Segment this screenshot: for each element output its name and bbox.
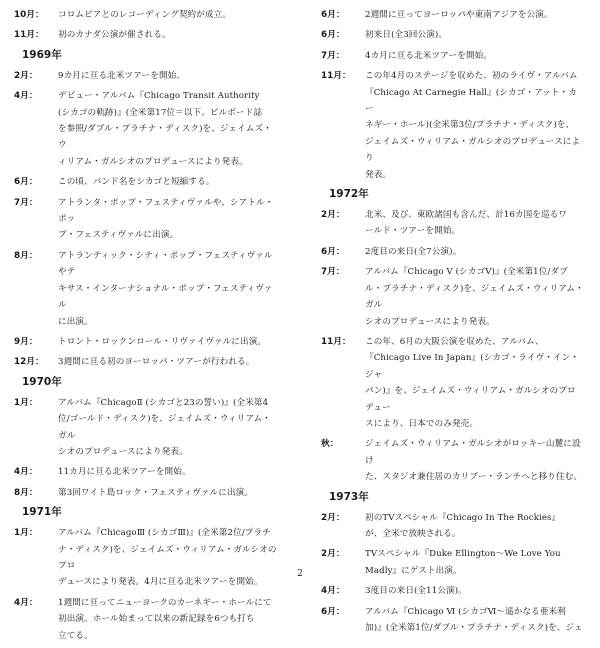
entry-month: 4月： [14,597,38,608]
timeline-entry [14,195,277,244]
timeline-entry [321,244,584,260]
entry-text: トロント・ロックンロール・リヴァイヴァルに出演。 [58,336,267,347]
entry-month: 11月： [14,30,44,41]
timeline-entry [14,595,277,644]
year-heading: 1971年 [22,506,62,519]
right-column [321,7,584,640]
entry-text: ジェイムズ・ウィリアム・ガルシオがロッキー山麓に設け た、スタジオ兼住居のカリブー・ランチへと移り住む。 [365,439,583,483]
entry-month: 6月： [321,606,345,617]
timeline-entry [14,334,277,350]
entry-text: この頃、バンド名をシカゴと短縮する。 [58,177,215,188]
entry-month: 4月： [14,467,38,478]
timeline-entry [14,27,277,43]
entry-text: 初のカナダ公演が催される。 [58,30,171,41]
entry-text: 1週間に亘ってニューヨークのカーネギー・ホールにて 初出演。ホール始まって以来の新記録を6つも打ち 立てる。 [58,597,272,641]
timeline-entry [321,334,584,432]
timeline-entry [321,7,584,23]
entry-text: アルバム『ChicagoⅢ (シカゴⅢ)』(全米第2位/プラチ ナ・ディスク)を、ジェイムズ・ウィリアム・ガルシオのプロ デュースにより発表。4月に亘る北米ツアーを開始。 [58,528,277,588]
entry-text: 3週間に亘る初のヨーロッパ・ツアーが行われる。 [58,357,255,368]
timeline-entry [321,68,584,183]
timeline-entry [14,174,277,190]
timeline-entry [321,48,584,64]
entry-month: 4月： [14,91,38,102]
timeline-entry [14,464,277,480]
entry-month: 6月： [321,10,345,20]
page-number: 2 [297,569,303,579]
timeline-entry [14,68,277,84]
entry-text: 9カ月に亘る北米ツアーを開始。 [58,70,186,81]
entry-month: 6月： [321,246,345,257]
entry-text: アルバム『ChicagoⅡ (シカゴと23の誓い)』(全米第4 位/ゴールド・ディスク)を、ジェイムズ・ウィリアム・ガル シオのプロデュースにより発表。 [58,397,271,457]
timeline-entry [321,264,584,330]
entry-month: 11月： [321,71,351,82]
entry-month: 8月： [14,250,38,261]
entry-text: 11カ月に亘る北米ツアーを開始。 [58,467,191,478]
timeline-entry [14,248,277,330]
entry-text: アトランティック・シティ・ポップ・フェスティヴァルやテ キサス・インターナショナル・ポップ・フェスティヴァル に出演。 [58,250,273,327]
entry-text: アトランタ・ポップ・フェスティヴァルや、シアトル・ポッ プ・フェスティヴァルに出演。 [58,197,274,241]
entry-month: 2月： [321,210,345,221]
entry-month: 10月： [14,10,44,20]
timeline-entry [14,395,277,461]
entry-text: TVスペシャル『Duke Ellington～We Love You Madly』にゲスト出演。 [365,549,561,576]
entry-month: 4月： [321,586,345,597]
entry-text: この年、6月の大阪公演を収めた、アルバム、 『Chicago Live In Japan』(シカゴ・ライヴ・イン・ジャ パン)』を、ジェイムズ・ウィリアム・ガルシオのプロデュー スにより、日本でのみ発売。 [365,336,580,429]
entry-month: 12月： [14,357,44,368]
entry-month: 2月： [321,549,345,560]
entry-month: 6月： [321,30,345,41]
timeline-entry [321,27,584,43]
timeline-entry [321,583,584,599]
timeline-entry [14,485,277,501]
entry-text: 初のTVスペシャル『Chicago In The Rockies』 が、全米で放映される。 [365,512,561,539]
entry-text: アルバム『Chicago Ⅵ (シカゴⅥ～遥かなる亜米利 加)』(全米第1位/ダブル・プラチナ・ディスク)を、ジェ [365,606,583,633]
year-heading: 1969年 [22,48,62,61]
entry-text: 北米、及び、東欧諸国も含んだ、計16カ国を巡るワ ールド・ツアーを開始。 [365,210,568,237]
year-heading: 1973年 [329,490,369,503]
entry-month: 秋： [321,439,339,450]
year-heading: 1970年 [22,375,62,388]
entry-text: 2度目の来日(全7公演)。 [365,246,462,257]
left-column [14,7,277,648]
timeline-entry [321,207,584,240]
entry-month: 7月： [14,197,38,208]
timeline-entry [14,88,277,170]
entry-text: 第3回ワイト島ロック・フェスティヴァルに出演。 [58,487,254,498]
entry-text: 4カ月に亘る北米ツアーを開始。 [365,50,493,61]
entry-text: この年4月のステージを収めた、初のライヴ・アルバム 『Chicago At Carnegie Hall』(シカゴ・アット・カー ネギー・ホール)(全米第3位/プラチナ・ディスク)を、 ジェイムズ・ウィリアム・ガルシオのプロデュースにより 発表。 [365,71,581,180]
entry-text: コロムビアとのレコーディング契約が成立。 [58,10,232,20]
entry-month: 7月： [321,50,345,61]
entry-text: 3度目の来日(全11公演)。 [365,586,467,597]
timeline-entry [321,510,584,543]
entry-month: 9月： [14,336,38,347]
entry-text: デビュー・アルバム『Chicago Transit Authority (シカゴの軌跡)』(全米第17位＝以下、ビルボード誌 を参照/ダブル・プラチナ・ディスク)を、ジェイムズ・ウ ィリアム・ガルシオのプロデュースにより発表。 [58,91,272,167]
year-heading: 1972年 [329,188,369,201]
timeline-entry [321,436,584,485]
entry-month: 11月： [321,336,351,347]
entry-month: 1月： [14,397,38,408]
timeline-entry [14,7,277,23]
entry-month: 2月： [14,70,38,81]
entry-text: 初来日(全3回公演)。 [365,30,448,41]
entry-month: 8月： [14,487,38,498]
entry-month: 2月： [321,512,345,523]
entry-text: アルバム『Chicago V (シカゴV)』(全米第1位/ダブ ル・プラチナ・ディスク)を、ジェイムズ・ウィリアム・ガル シオのプロデュースにより発表。 [365,267,584,327]
entry-month: 6月： [14,177,38,188]
timeline-entry [14,525,277,591]
timeline-entry [14,354,277,370]
entry-month: 1月： [14,528,38,539]
timeline-entry [321,604,584,637]
entry-text: 2週間に亘ってヨーロッパや東南アジアを公演。 [365,10,553,20]
entry-month: 7月： [321,267,345,278]
